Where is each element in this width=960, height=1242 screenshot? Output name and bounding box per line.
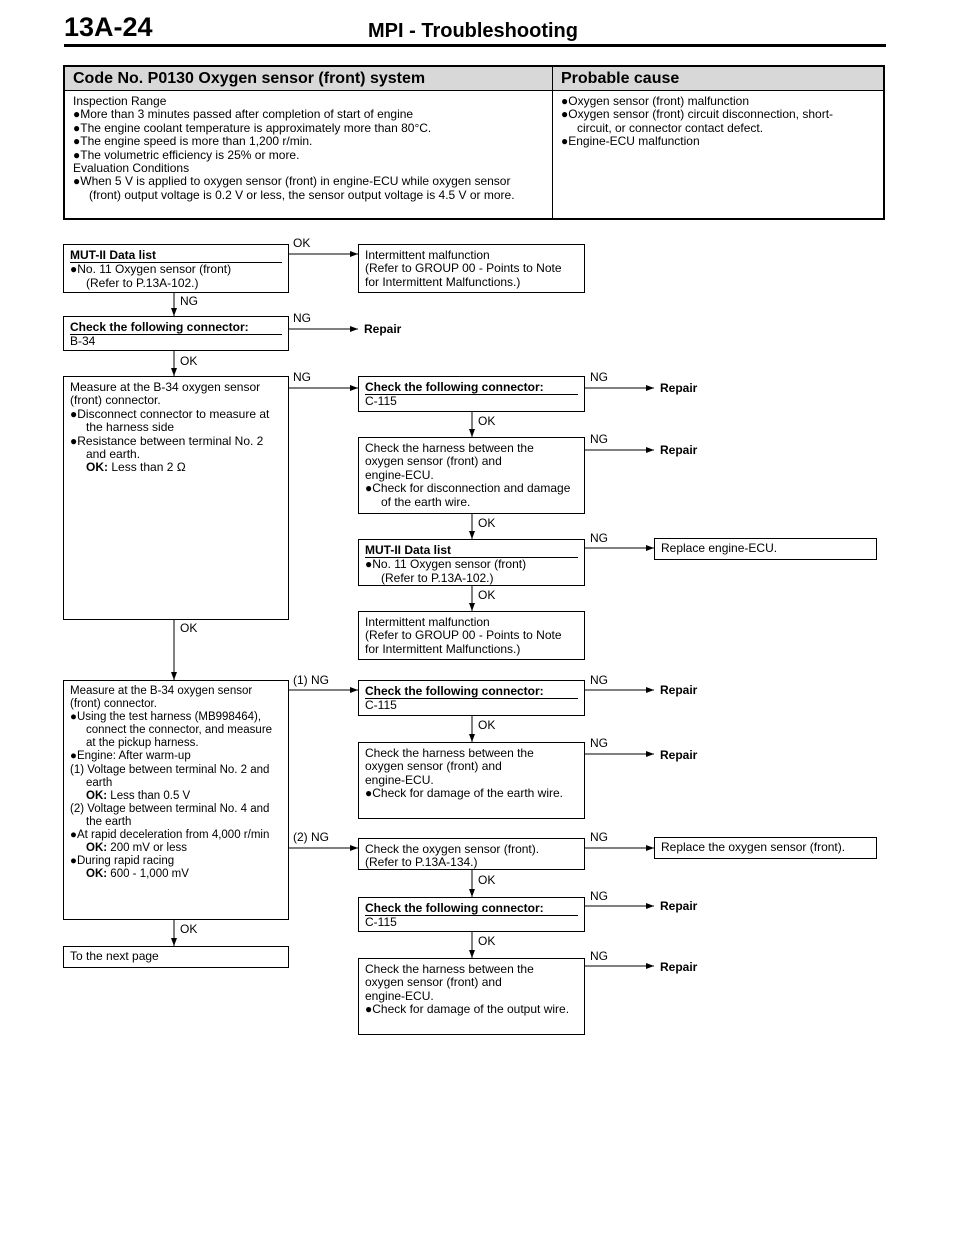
text-line: engine-ECU. xyxy=(365,988,434,1003)
text-line: Inspection Range xyxy=(73,94,167,108)
text-line: (Refer to P.13A-134.) xyxy=(365,855,478,870)
check-connector-c115-box-1 xyxy=(358,376,585,412)
ng2-flow-label: (2) NG xyxy=(293,830,329,844)
text-line: oxygen sensor (front) and xyxy=(365,975,502,990)
repair-label: Repair xyxy=(660,381,698,395)
ng-flow-label: NG xyxy=(293,311,311,325)
ng-flow-label: NG xyxy=(590,736,608,750)
text-line: (1) Voltage between terminal No. 2 and earth xyxy=(70,763,270,789)
text-line: Intermittent malfunction xyxy=(365,248,490,262)
ok-label: OK: xyxy=(86,789,108,802)
ok-flow-label: OK xyxy=(478,934,496,948)
text-line: Check the oxygen sensor (front). xyxy=(365,842,540,856)
text-line: (front) connector. xyxy=(70,698,157,711)
text-line: for Intermittent Malfunctions.) xyxy=(365,274,521,289)
text-line: Measure at the B-34 oxygen sensor xyxy=(70,380,261,394)
ok-criteria xyxy=(70,868,282,881)
text-line: ●Check for damage of the earth wire. xyxy=(365,786,564,801)
text-line: ●More than 3 minutes passed after completion of start of engine xyxy=(73,107,414,122)
ng-flow-label: NG xyxy=(590,949,608,963)
text-line: ●Check for disconnection and damage of the earth wire. xyxy=(365,481,571,509)
box-heading: Check the following connector: xyxy=(365,685,578,699)
ng-flow-label: NG xyxy=(590,889,608,903)
ok-criteria xyxy=(70,790,282,803)
ok-flow-label: OK xyxy=(180,922,198,936)
check-harness-earth-box-2 xyxy=(358,742,585,819)
ok-flow-label: OK xyxy=(478,516,496,530)
ok-value: Less than 0.5 V xyxy=(110,789,191,802)
ok-label: OK: xyxy=(86,460,108,475)
ok-value: 600 - 1,000 mV xyxy=(110,868,189,881)
ok-flow-label: OK xyxy=(293,236,311,250)
check-connector-b34-box xyxy=(63,316,289,351)
text-line: ●When 5 V is applied to oxygen sensor (front) in engine-ECU while oxygen sensor (front) output voltage is 0.2 V or less, the sensor output voltage is 4.5 V or more. xyxy=(73,174,515,202)
text-line: Replace engine-ECU. xyxy=(661,541,778,555)
box-heading: Check the following connector: xyxy=(70,321,282,335)
text-line: ●Using the test harness (MB998464), connect the connector, and measure at the pickup harness. xyxy=(70,711,273,750)
text-line: ●No. 11 Oxygen sensor (front) xyxy=(70,262,232,277)
ok-flow-label: OK xyxy=(478,873,496,887)
ng-flow-label: NG xyxy=(590,370,608,384)
measure-voltage-box xyxy=(63,680,289,920)
text-line: C-115 xyxy=(365,394,397,409)
ng-flow-label: NG xyxy=(293,370,311,384)
ok-value: Less than 2 Ω xyxy=(111,460,186,475)
ok-flow-label: OK xyxy=(478,414,496,428)
ok-label: OK: xyxy=(86,868,108,881)
box-heading: Check the following connector: xyxy=(365,902,578,916)
text-line: oxygen sensor (front) and xyxy=(365,759,502,774)
repair-label: Repair xyxy=(660,960,698,974)
text-line: (Refer to GROUP 00 - Points to Note xyxy=(365,261,562,276)
measure-resistance-box xyxy=(63,376,289,620)
code-header: Code No. P0130 Oxygen sensor (front) system xyxy=(73,70,426,87)
repair-label: Repair xyxy=(660,748,698,762)
mut-data-list-box-2 xyxy=(358,539,585,586)
check-connector-c115-box-3 xyxy=(358,897,585,932)
ok-flow-label: OK xyxy=(180,354,198,368)
check-harness-output-box xyxy=(358,958,585,1035)
text-line: ●At rapid deceleration from 4,000 r/min xyxy=(70,829,270,842)
text-line: Check the harness between the xyxy=(365,962,534,976)
mut-data-list-box-1 xyxy=(63,244,289,293)
text-line: Measure at the B-34 oxygen sensor xyxy=(70,685,253,697)
text-line: ●The engine speed is more than 1,200 r/min. xyxy=(73,134,313,149)
next-page-box xyxy=(63,946,289,968)
text-line: ●Oxygen sensor (front) malfunction xyxy=(561,94,749,108)
text-line: Check the harness between the xyxy=(365,441,534,455)
box-heading: MUT-II Data list xyxy=(70,249,282,263)
text-line: (Refer to GROUP 00 - Points to Note xyxy=(365,628,562,643)
check-oxygen-sensor-box xyxy=(358,838,585,870)
text-line: (2) Voltage between terminal No. 4 and the earth xyxy=(70,802,270,828)
text-line: ●Check for damage of the output wire. xyxy=(365,1002,570,1017)
ng-flow-label: NG xyxy=(590,432,608,446)
replace-ecu-box xyxy=(654,538,877,560)
ok-label: OK: xyxy=(86,842,108,855)
ng1-flow-label: (1) NG xyxy=(293,673,329,687)
text-line: engine-ECU. xyxy=(365,467,434,482)
ok-flow-label: OK xyxy=(180,621,198,635)
text-line: To the next page xyxy=(70,949,159,963)
text-line: C-115 xyxy=(365,698,397,713)
ok-criteria xyxy=(70,461,282,474)
text-line: (Refer to P.13A-102.) xyxy=(86,275,199,290)
intermittent-malfunction-box-1 xyxy=(358,244,585,293)
text-line: ●Engine-ECU malfunction xyxy=(561,134,700,149)
text-line: oxygen sensor (front) and xyxy=(365,454,502,469)
check-connector-c115-box-2 xyxy=(358,680,585,716)
page-number: 13A-24 xyxy=(64,12,153,42)
repair-label: Repair xyxy=(660,443,698,457)
text-line: ●Disconnect connector to measure at the harness side xyxy=(70,406,270,435)
text-line: ●The engine coolant temperature is approximately more than 80°C. xyxy=(73,120,432,135)
text-line: Evaluation Conditions xyxy=(73,161,190,176)
ok-flow-label: OK xyxy=(478,588,496,602)
ok-value: 200 mV or less xyxy=(110,842,187,855)
ng-flow-label: NG xyxy=(180,294,198,308)
probable-cause-header: Probable cause xyxy=(561,70,680,87)
ng-flow-label: NG xyxy=(590,830,608,844)
text-line: (Refer to P.13A-102.) xyxy=(381,570,494,585)
repair-label: Repair xyxy=(660,683,698,697)
text-line: B-34 xyxy=(70,334,96,349)
text-line: Check the harness between the xyxy=(365,746,534,760)
box-heading: Check the following connector: xyxy=(365,381,578,395)
text-line: ●Oxygen sensor (front) circuit disconnection, short-circuit, or connector contact defect. xyxy=(561,107,834,135)
text-line: C-115 xyxy=(365,915,397,930)
repair-label: Repair xyxy=(660,899,698,913)
text-line: Replace the oxygen sensor (front). xyxy=(661,840,846,854)
text-line: ●Engine: After warm-up xyxy=(70,750,191,763)
text-line: for Intermittent Malfunctions.) xyxy=(365,641,521,656)
page-title: MPI - Troubleshooting xyxy=(368,20,578,42)
check-harness-earth-box-1 xyxy=(358,437,585,514)
text-line: ●Resistance between terminal No. 2 and earth. xyxy=(70,433,264,462)
intermittent-malfunction-box-2 xyxy=(358,611,585,660)
text-line: engine-ECU. xyxy=(365,772,434,787)
ng-flow-label: NG xyxy=(590,673,608,687)
replace-oxygen-sensor-box xyxy=(654,837,877,859)
repair-label: Repair xyxy=(364,322,402,336)
ok-criteria xyxy=(70,842,282,855)
text-line: ●The volumetric efficiency is 25% or more. xyxy=(73,147,300,162)
text-line: ●No. 11 Oxygen sensor (front) xyxy=(365,557,527,572)
text-line: ●During rapid racing xyxy=(70,855,175,868)
box-heading: MUT-II Data list xyxy=(365,544,578,558)
text-line: Intermittent malfunction xyxy=(365,615,490,629)
ok-flow-label: OK xyxy=(478,718,496,732)
ng-flow-label: NG xyxy=(590,531,608,545)
text-line: (front) connector. xyxy=(70,393,161,408)
